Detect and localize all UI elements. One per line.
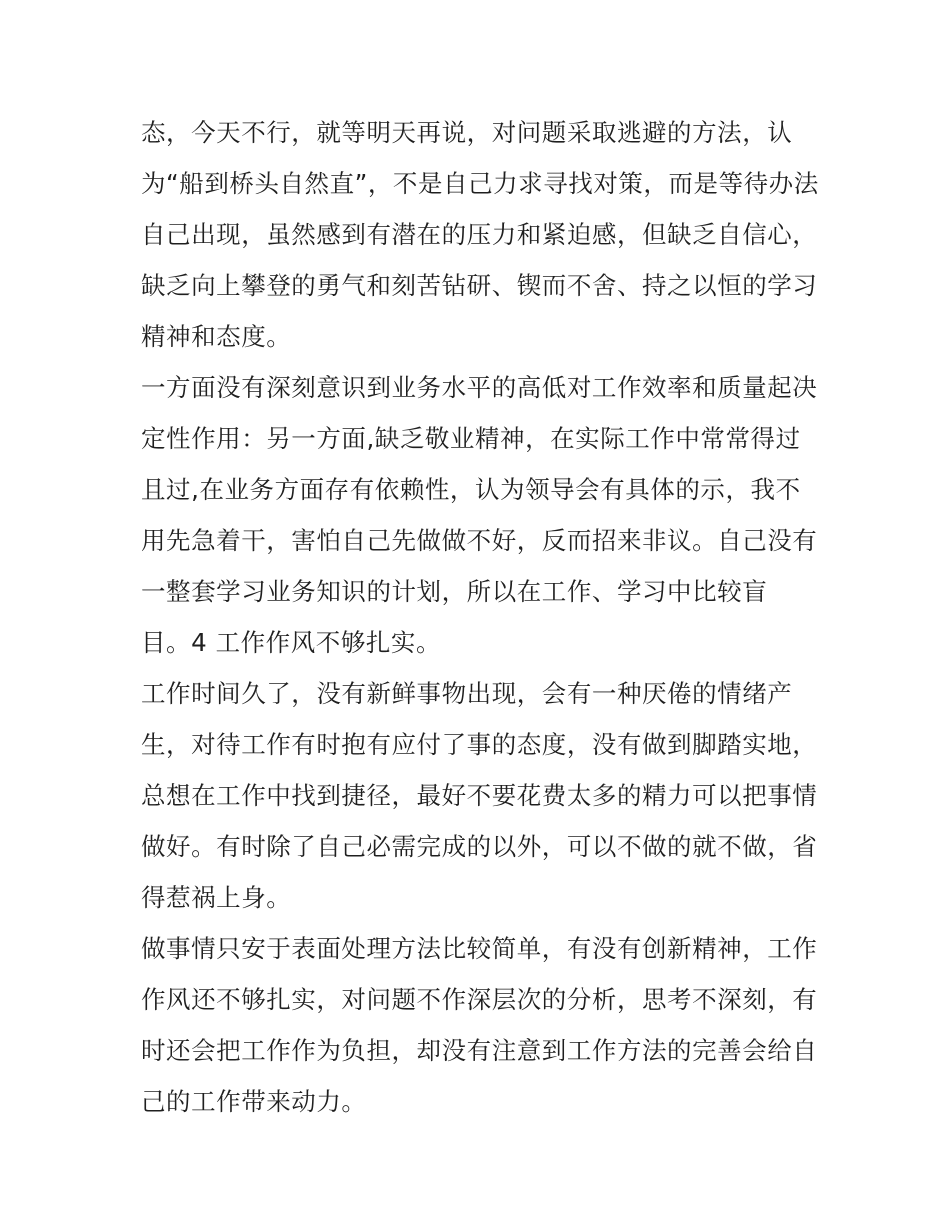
text-line: 总想在工作中找到捷径，最好不要花费太多的精力可以把事情 — [141, 781, 818, 810]
document-body — [141, 107, 821, 1127]
text-line: 做好。有时除了自己必需完成的以外，可以不做的就不做，省 — [141, 832, 818, 861]
text-line: 工作时间久了，没有新鲜事物出现，会有一种厌倦的情绪产 — [141, 679, 793, 708]
text-line: 自己出现，虽然感到有潜在的压力和紧迫感，但缺乏自信心， — [141, 220, 818, 249]
text-line: 时还会把工作作为负担，却没有注意到工作方法的完善会给自 — [141, 1036, 818, 1065]
text-line: 态，今天不行，就等明天再说，对问题采取逃避的方法，认 — [141, 118, 793, 147]
text-line: 己的工作带来动力。 — [141, 1087, 367, 1116]
text-line: 一整套学习业务知识的计划，所以在工作、学习中比较盲 — [141, 577, 768, 606]
paragraph-1 — [141, 107, 821, 362]
paragraph-2 — [141, 362, 821, 668]
text-line: 定性作用：另一方面,缺乏敬业精神，在实际工作中常常得过 — [141, 424, 801, 453]
text-line: 做事情只安于表面处理方法比较简单，有没有创新精神，工作 — [141, 934, 818, 963]
text-line: 一方面没有深刻意识到业务水平的高低对工作效率和质量起决 — [141, 373, 818, 402]
text-line: 且过,在业务方面存有依赖性，认为领导会有具体的示，我不 — [141, 475, 801, 504]
text-line: 目。4 工作作风不够扎实。 — [141, 628, 442, 657]
text-line: 缺乏向上攀登的勇气和刻苦钻研、锲而不舍、持之以恒的学习 — [141, 271, 818, 300]
text-line: 生，对待工作有时抱有应付了事的态度，没有做到脚踏实地， — [141, 730, 818, 759]
text-line: 用先急着干，害怕自己先做做不好，反而招来非议。自己没有 — [141, 526, 818, 555]
text-line: 得惹祸上身。 — [141, 883, 292, 912]
text-line: 为“船到桥头自然直”，不是自己力求寻找对策，而是等待办法 — [141, 169, 819, 198]
text-line: 精神和态度。 — [141, 322, 292, 351]
text-line: 作风还不够扎实，对问题不作深层次的分析，思考不深刻，有 — [141, 985, 818, 1014]
paragraph-4 — [141, 923, 821, 1127]
paragraph-3 — [141, 668, 821, 923]
